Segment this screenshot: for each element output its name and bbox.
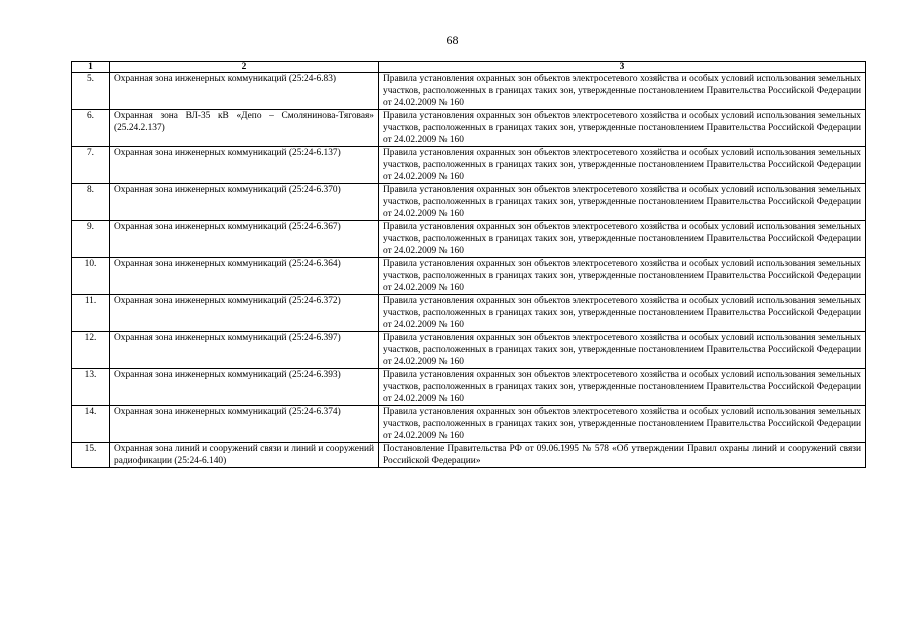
row-number-cell: 6. — [72, 110, 110, 147]
row-number-cell: 14. — [72, 406, 110, 443]
row-number-cell: 7. — [72, 147, 110, 184]
row-number-cell: 13. — [72, 369, 110, 406]
legal-basis-cell: Правила установления охранных зон объектов электросетевого хозяйства и особых условий использования земельных участков, расположенных в границах таких зон, утвержденные постановлением Правительства Российской Федерации от 24.02.2009 № 160 — [379, 369, 866, 406]
row-number-cell: 5. — [72, 73, 110, 110]
legal-basis-cell: Правила установления охранных зон объектов электросетевого хозяйства и особых условий использования земельных участков, расположенных в границах таких зон, утвержденные постановлением Правительства Российской Федерации от 24.02.2009 № 160 — [379, 406, 866, 443]
column-header-1: 1 — [72, 62, 110, 73]
zone-name-cell: Охранная зона инженерных коммуникаций (25:24-6.137) — [110, 147, 379, 184]
table-row — [72, 184, 866, 221]
row-number-cell: 10. — [72, 258, 110, 295]
zone-name-cell: Охранная зона инженерных коммуникаций (25:24-6.372) — [110, 295, 379, 332]
zone-name-cell: Охранная зона инженерных коммуникаций (25:24-6.393) — [110, 369, 379, 406]
table-row — [72, 369, 866, 406]
zone-name-cell: Охранная зона инженерных коммуникаций (25:24-6.364) — [110, 258, 379, 295]
legal-basis-cell: Правила установления охранных зон объектов электросетевого хозяйства и особых условий использования земельных участков, расположенных в границах таких зон, утвержденные постановлением Правительства Российской Федерации от 24.02.2009 № 160 — [379, 295, 866, 332]
table-row — [72, 110, 866, 147]
zone-name-cell: Охранная зона инженерных коммуникаций (25:24-6.83) — [110, 73, 379, 110]
table-row — [72, 258, 866, 295]
legal-basis-cell: Правила установления охранных зон объектов электросетевого хозяйства и особых условий использования земельных участков, расположенных в границах таких зон, утвержденные постановлением Правительства Российской Федерации от 24.02.2009 № 160 — [379, 110, 866, 147]
column-header-3: 3 — [379, 62, 866, 73]
page-number: 68 — [446, 33, 459, 47]
row-number-cell: 12. — [72, 332, 110, 369]
zone-name-cell: Охранная зона инженерных коммуникаций (25:24-6.367) — [110, 221, 379, 258]
zone-name-cell: Охранная зона линий и сооружений связи и линий и сооружений радиофикации (25:24-6.140) — [110, 443, 379, 468]
row-number-cell: 8. — [72, 184, 110, 221]
zone-name-cell: Охранная зона ВЛ-35 кВ «Депо – Смолянинова-Тяговая» (25.24.2.137) — [110, 110, 379, 147]
row-number-cell: 11. — [72, 295, 110, 332]
table-row — [72, 295, 866, 332]
table-row — [72, 221, 866, 258]
legal-basis-cell: Правила установления охранных зон объектов электросетевого хозяйства и особых условий использования земельных участков, расположенных в границах таких зон, утвержденные постановлением Правительства Российской Федерации от 24.02.2009 № 160 — [379, 221, 866, 258]
legal-basis-cell: Правила установления охранных зон объектов электросетевого хозяйства и особых условий использования земельных участков, расположенных в границах таких зон, утвержденные постановлением Правительства Российской Федерации от 24.02.2009 № 160 — [379, 73, 866, 110]
zone-name-cell: Охранная зона инженерных коммуникаций (25:24-6.397) — [110, 332, 379, 369]
legal-basis-cell: Правила установления охранных зон объектов электросетевого хозяйства и особых условий использования земельных участков, расположенных в границах таких зон, утвержденные постановлением Правительства Российской Федерации от 24.02.2009 № 160 — [379, 147, 866, 184]
legal-basis-cell: Правила установления охранных зон объектов электросетевого хозяйства и особых условий использования земельных участков, расположенных в границах таких зон, утвержденные постановлением Правительства Российской Федерации от 24.02.2009 № 160 — [379, 184, 866, 221]
row-number-cell: 15. — [72, 443, 110, 468]
table-row — [72, 73, 866, 110]
legal-basis-cell: Правила установления охранных зон объектов электросетевого хозяйства и особых условий использования земельных участков, расположенных в границах таких зон, утвержденные постановлением Правительства Российской Федерации от 24.02.2009 № 160 — [379, 332, 866, 369]
table-row — [72, 332, 866, 369]
legal-basis-cell: Правила установления охранных зон объектов электросетевого хозяйства и особых условий использования земельных участков, расположенных в границах таких зон, утвержденные постановлением Правительства Российской Федерации от 24.02.2009 № 160 — [379, 258, 866, 295]
row-number-cell: 9. — [72, 221, 110, 258]
table-row — [72, 147, 866, 184]
table-row — [72, 443, 866, 468]
table-header-row — [72, 62, 866, 73]
protection-zones-table — [71, 61, 866, 468]
table-row — [72, 406, 866, 443]
zone-name-cell: Охранная зона инженерных коммуникаций (25:24-6.374) — [110, 406, 379, 443]
legal-basis-cell: Постановление Правительства РФ от 09.06.1995 № 578 «Об утверждении Правил охраны линий и сооружений связи Российской Федерации» — [379, 443, 866, 468]
zone-name-cell: Охранная зона инженерных коммуникаций (25:24-6.370) — [110, 184, 379, 221]
column-header-2: 2 — [110, 62, 379, 73]
